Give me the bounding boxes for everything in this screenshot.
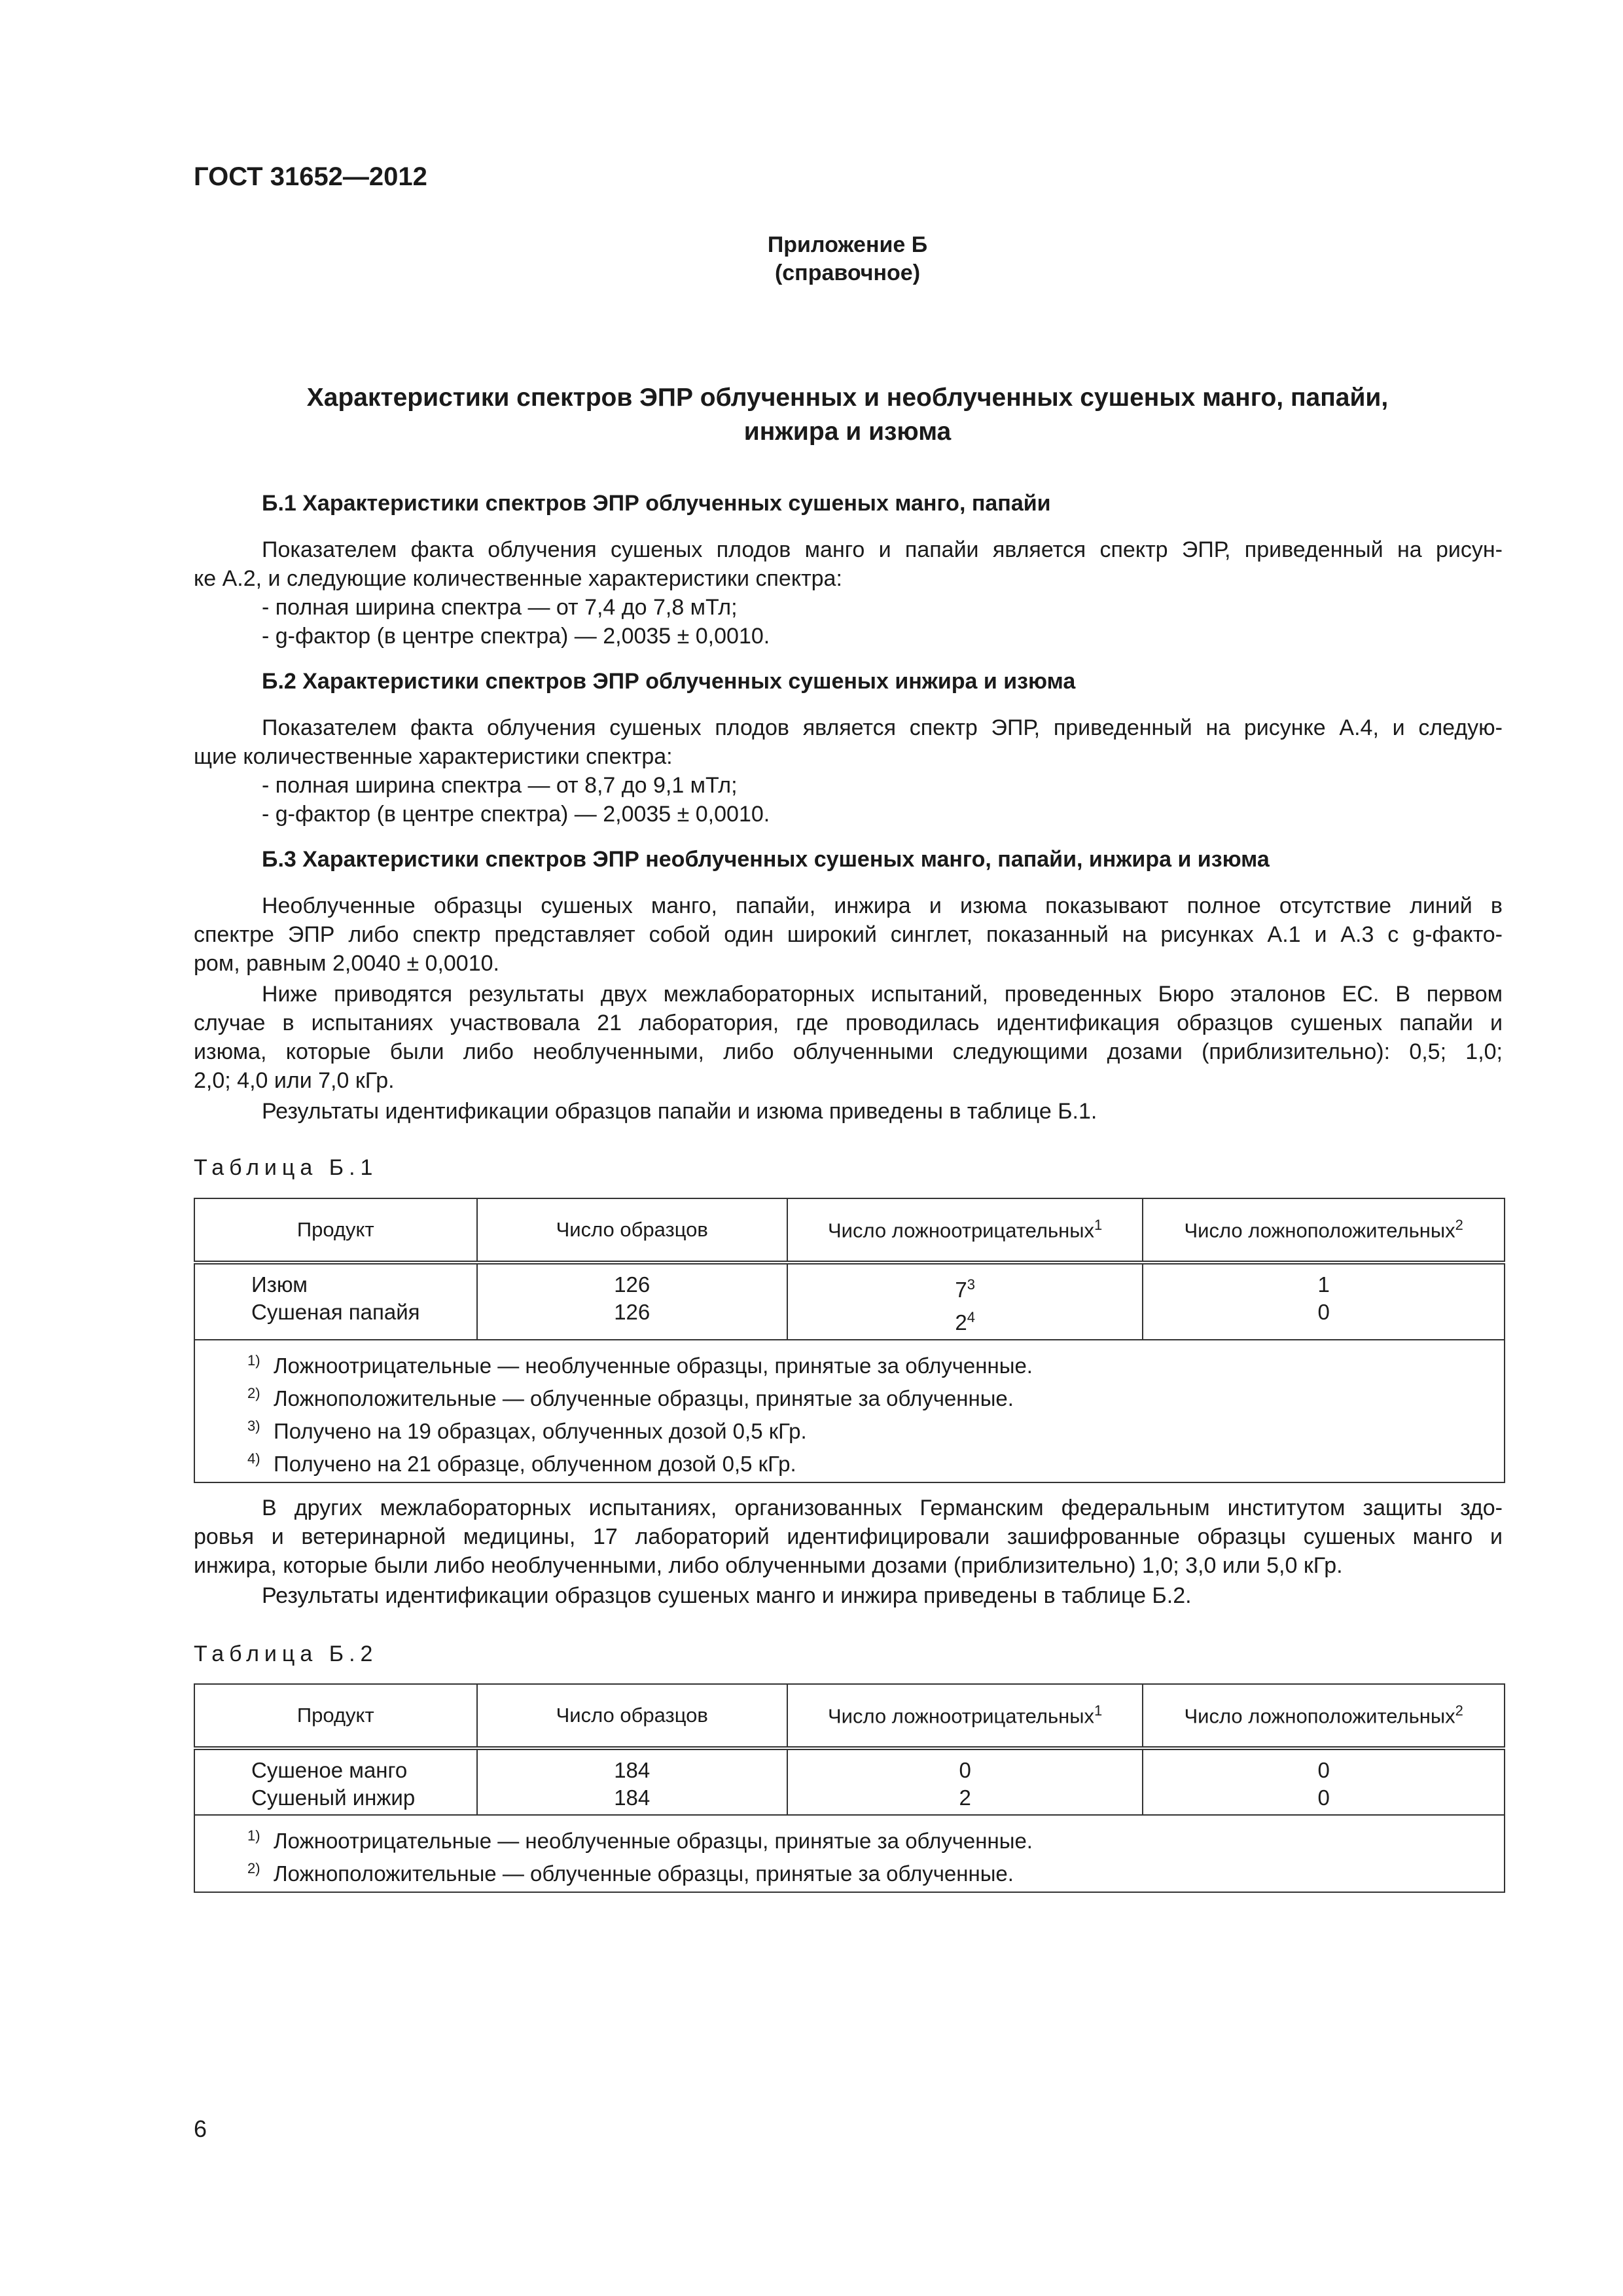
section-b3-p1-line2: спектре ЭПР либо спектр представляет собой один широкий синглет, показанный на рисунках А.1 и А.3 с g-факто- (194, 922, 1503, 947)
table2-header-false-pos: Число ложноположительных$^2$ (1143, 1684, 1505, 1748)
table1 (194, 1198, 1505, 1483)
table1-cell-false-neg: $7^3$ $2^4$ (787, 1263, 1143, 1340)
section-b3-p2-line3: изюма, которые были либо необлученными, либо облученными следующими дозами (приблизительно): 0,5; 1,0; (194, 1039, 1503, 1064)
after-table1-p1-line2: ровья и ветеринарной медицины, 17 лабораторий идентифицировали зашифрованные образцы сушеных манго и (194, 1524, 1503, 1549)
main-title (0, 381, 1623, 449)
section-b1-bullet1: - полная ширина спектра — от 7,4 до 7,8 мТл; (262, 595, 738, 620)
section-b1-para-line2: ке А.2, и следующие количественные характеристики спектра: (194, 566, 842, 591)
section-b2-para-line1: Показателем факта облучения сушеных плодов является спектр ЭПР, приведенный на рисунке А.4, и следую- (262, 715, 1503, 740)
after-table1-p2: Результаты идентификации образцов сушеных манго и инжира приведены в таблице Б.2. (262, 1583, 1192, 1608)
appendix-title: Приложение Б (767, 232, 928, 257)
table2-cell-false-neg: 0 2 (787, 1748, 1143, 1815)
table2-header-product: Продукт (194, 1684, 477, 1748)
table2-label: Таблица Б.2 (194, 1641, 378, 1666)
table2-cell-product: Сушеное манго Сушеный инжир (194, 1748, 477, 1815)
section-b3-p1-line1: Необлученные образцы сушеных манго, папайи, инжира и изюма показывают полное отсутствие линий в (262, 893, 1503, 918)
table2-cell-false-pos: 0 0 (1143, 1748, 1505, 1815)
table1-header-false-neg: Число ложноотрицательных$^1$ (787, 1198, 1143, 1263)
page-number: 6 (194, 2115, 207, 2142)
table1-cell-false-pos: 1 0 (1143, 1263, 1505, 1340)
table2 (194, 1683, 1505, 1893)
document-id: ГОСТ 31652—2012 (194, 162, 427, 191)
main-title-line1: Характеристики спектров ЭПР облученных и необлученных сушеных манго, папайи, (306, 384, 1389, 412)
section-b3-p3: Результаты идентификации образцов папайи и изюма приведены в таблице Б.1. (262, 1099, 1097, 1124)
table1-header-samples: Число образцов (477, 1198, 787, 1263)
table2-header-false-neg: Число ложноотрицательных$^1$ (787, 1684, 1143, 1748)
table1-notes (194, 1340, 1505, 1482)
table1-cell-samples: 126 126 (477, 1263, 787, 1340)
section-b1-heading: Б.1 Характеристики спектров ЭПР облученных сушеных манго, папайи (262, 491, 1051, 516)
appendix-subtitle: (справочное) (774, 260, 921, 285)
table1-note: 2) Ложноположительные — облученные образцы, принятые за облученные. (247, 1385, 1014, 1410)
table-row (194, 1263, 1505, 1340)
table-row (194, 1748, 1505, 1815)
after-table1-p1-line3: инжира, которые были либо необлученными, либо облученными дозами (приблизительно) 1,0; 3,0 или 5,0 кГр. (194, 1553, 1343, 1578)
table1-label: Таблица Б.1 (194, 1155, 378, 1180)
table1-header-product: Продукт (194, 1198, 477, 1263)
section-b1-para-line1: Показателем факта облучения сушеных плодов манго и папайи является спектр ЭПР, приведенный на рисун- (262, 537, 1503, 562)
section-b2-heading: Б.2 Характеристики спектров ЭПР облученных сушеных инжира и изюма (262, 669, 1076, 694)
table1-header-row (194, 1198, 1505, 1263)
after-table1-p1-line1: В других межлабораторных испытаниях, организованных Германским федеральным институтом защиты здо- (262, 1496, 1503, 1520)
section-b3-p2-line1: Ниже приводятся результаты двух межлабораторных испытаний, проведенных Бюро эталонов ЕС. В первом (262, 982, 1503, 1007)
table1-note: 4) Получено на 21 образце, облученном дозой 0,5 кГр. (247, 1450, 796, 1476)
table2-header-row (194, 1684, 1505, 1748)
section-b3-p1-line3: ром, равным 2,0040 ± 0,0010. (194, 951, 499, 976)
section-b3-heading: Б.3 Характеристики спектров ЭПР необлученных сушеных манго, папайи, инжира и изюма (262, 847, 1270, 872)
section-b2-bullet1: - полная ширина спектра — от 8,7 до 9,1 мТл; (262, 773, 738, 798)
table2-note: 2) Ложноположительные — облученные образцы, принятые за облученные. (247, 1860, 1014, 1886)
main-title-line2: инжира и изюма (743, 418, 952, 446)
section-b2-bullet2: - g-фактор (в центре спектра) — 2,0035 ± 0,0010. (262, 802, 770, 827)
section-b2-para-line2: щие количественные характеристики спектра: (194, 744, 673, 769)
table1-header-false-pos: Число ложноположительных$^2$ (1143, 1198, 1505, 1263)
table1-note: 1) Ложноотрицательные — необлученные образцы, принятые за облученные. (247, 1352, 1033, 1378)
table1-cell-product: Изюм Сушеная папайя (194, 1263, 477, 1340)
table1-note: 3) Получено на 19 образцах, облученных дозой 0,5 кГр. (247, 1418, 807, 1443)
section-b3-p2-line2: случае в испытаниях участвовала 21 лаборатория, где проводилась идентификация образцов сушеных папайи и (194, 1011, 1503, 1035)
section-b3-p2-line4: 2,0; 4,0 или 7,0 кГр. (194, 1068, 395, 1093)
section-b1-bullet2: - g-фактор (в центре спектра) — 2,0035 ± 0,0010. (262, 624, 770, 649)
table2-header-samples: Число образцов (477, 1684, 787, 1748)
table2-cell-samples: 184 184 (477, 1748, 787, 1815)
table2-note: 1) Ложноотрицательные — необлученные образцы, принятые за облученные. (247, 1827, 1033, 1853)
table2-notes (194, 1815, 1505, 1892)
